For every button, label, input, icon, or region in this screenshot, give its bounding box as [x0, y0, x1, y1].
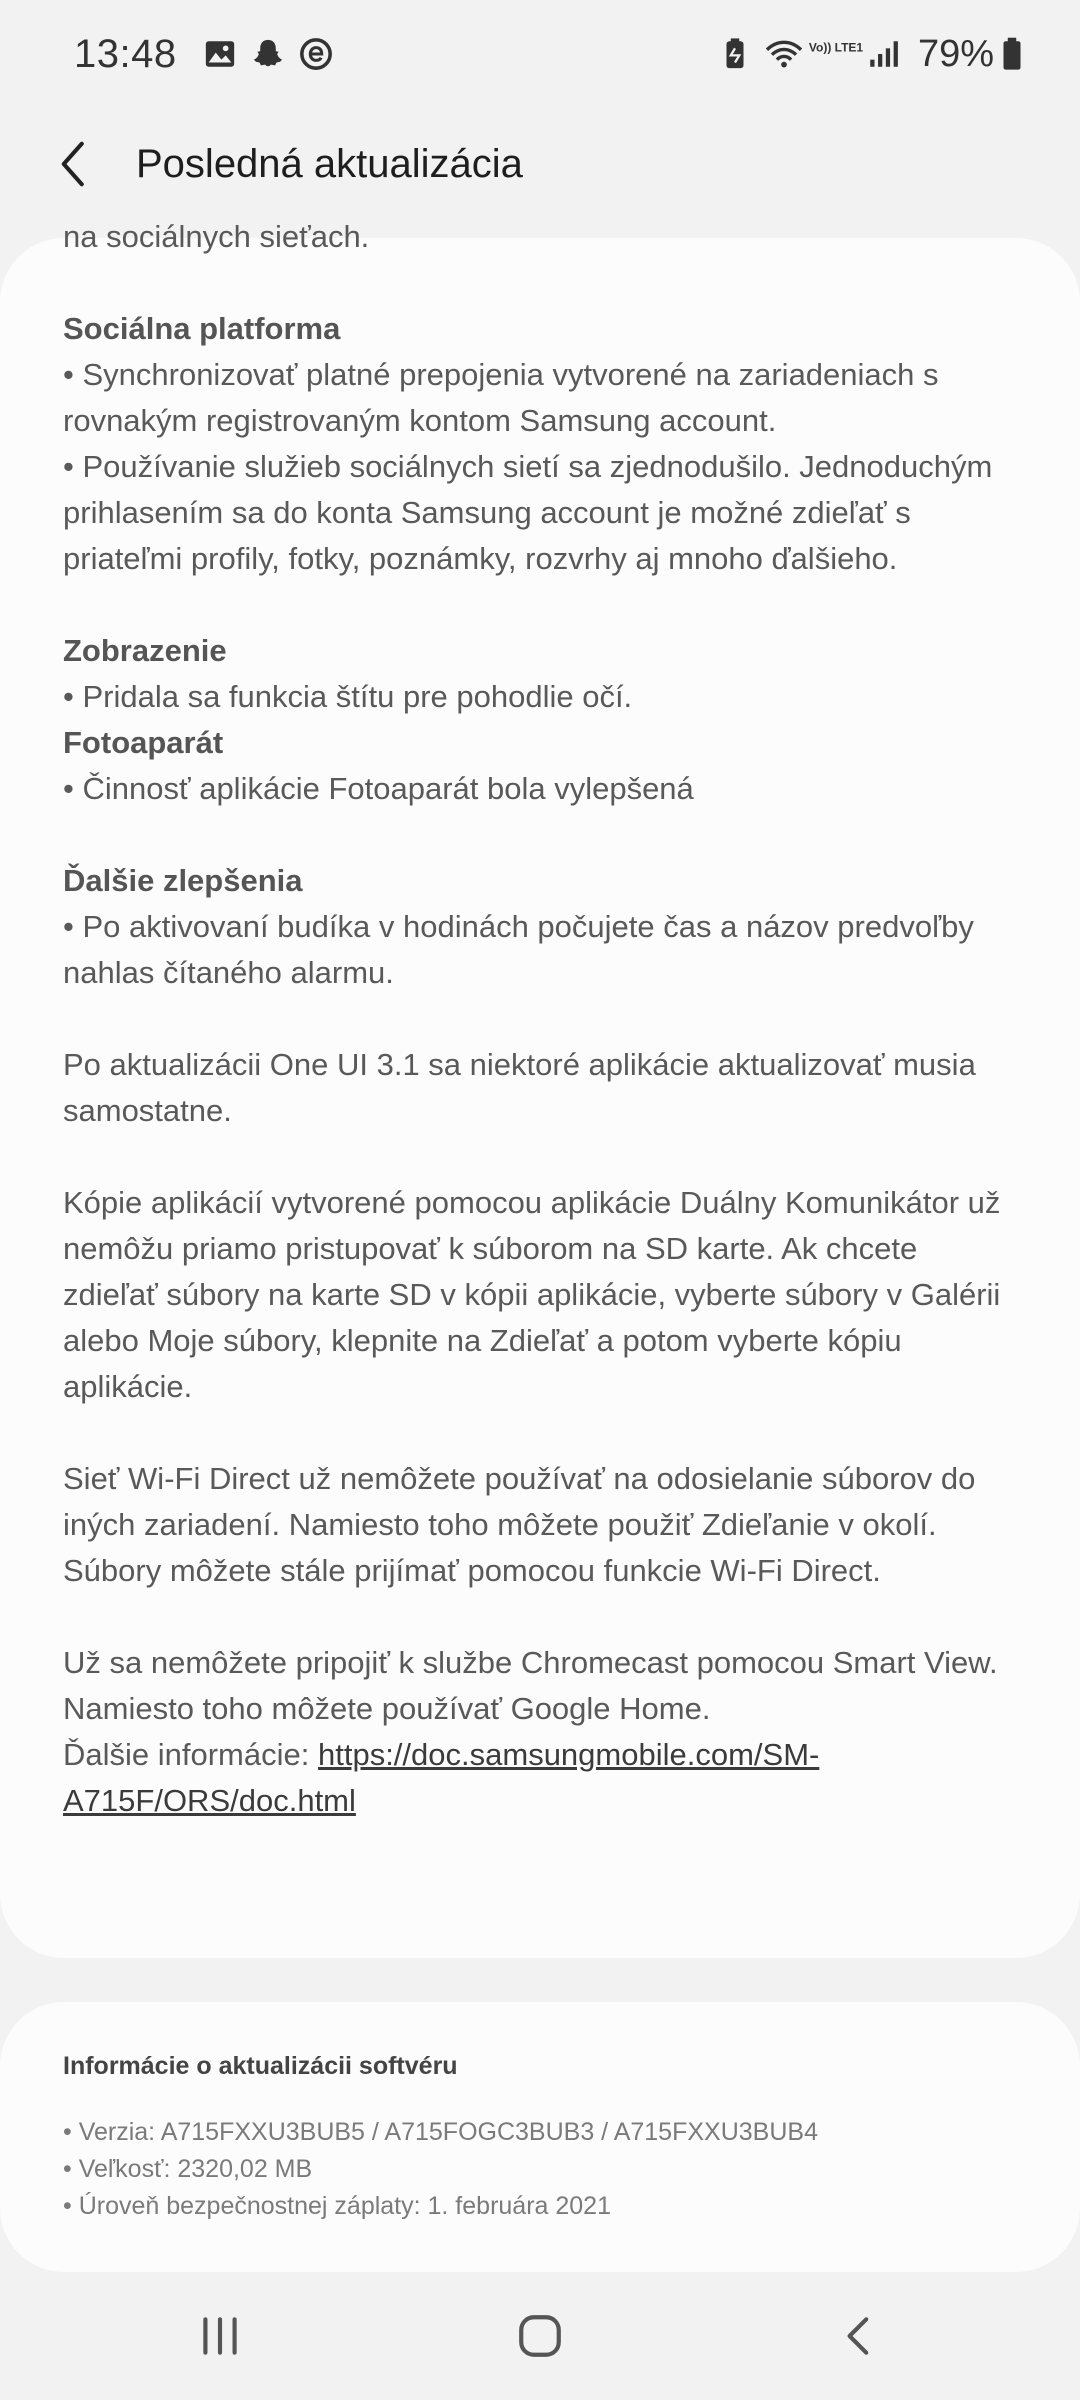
battery-percent: 79%	[917, 32, 994, 75]
nav-back-button[interactable]	[815, 2291, 905, 2381]
status-time: 13:48	[74, 31, 177, 76]
section-heading-social: Sociálna platforma	[63, 311, 341, 346]
info-security-patch: • Úroveň bezpečnostnej záplaty: 1. februára 2021	[63, 2192, 611, 2220]
software-info-list	[63, 2114, 818, 2225]
more-info-line	[63, 1732, 1020, 1824]
app-bar	[0, 108, 1080, 220]
home-button[interactable]	[495, 2291, 585, 2381]
snapchat-icon	[251, 37, 285, 71]
paragraph-chromecast: Už sa nemôžete pripojiť k službe Chromecast pomocou Smart View. Namiesto toho môžete používať Google Home.	[63, 1645, 998, 1726]
paragraph-app-updates: Po aktualizácii One UI 3.1 sa niektoré aplikácie aktualizovať musia samostatne.	[63, 1047, 976, 1128]
recents-button[interactable]	[175, 2291, 265, 2381]
battery-icon	[1000, 37, 1024, 71]
paragraph-dual-messenger: Kópie aplikácií vytvorené pomocou aplikácie Duálny Komunikátor už nemôžu priamo pristupovať k súborom na SD karte. Ak chcete zdieľať súbory na karte SD v kópii aplikácie, vyberte súbory v Galérii alebo Moje súbory, klepnite na Zdieľať a potom vyberte kópiu aplikácie.	[63, 1185, 1001, 1404]
social-item-1: • Synchronizovať platné prepojenia vytvorené na zariadeniach s rovnakým registrovaným kontom Samsung account.	[63, 357, 939, 438]
software-info-title: Informácie o aktualizácii softvéru	[63, 2052, 458, 2080]
status-right	[718, 33, 1034, 76]
page-title: Posledná aktualizácia	[136, 141, 523, 186]
more-info-label: Ďalšie informácie:	[63, 1737, 318, 1772]
chevron-left-icon	[48, 137, 102, 191]
battery-saver-icon	[718, 37, 752, 71]
release-notes-card[interactable]	[0, 219, 1080, 1958]
volte-icon	[808, 37, 864, 71]
camera-item-1: • Činnosť aplikácie Fotoaparát bola vylepšená	[63, 771, 694, 806]
wifi-icon	[762, 37, 806, 71]
paragraph-wifi-direct: Sieť Wi-Fi Direct už nemôžete používať na odosielanie súborov do iných zariadení. Namiesto toho môžete použiť Zdieľanie v okolí. Súbory môžete stále prijímať pomocou funkcie Wi-Fi Direct.	[63, 1461, 976, 1588]
info-size: • Veľkosť: 2320,02 MB	[63, 2155, 313, 2183]
section-heading-display: Zobrazenie	[63, 633, 227, 668]
intro-tail: na sociálnych sieťach.	[63, 219, 370, 254]
software-info-card	[0, 2002, 1080, 2272]
back-icon	[835, 2311, 885, 2361]
more-info-link[interactable]: https://doc.samsungmobile.com/SM-A715F/ORS/doc.html	[63, 1737, 820, 1818]
gallery-icon	[203, 37, 237, 71]
status-left	[74, 32, 347, 77]
e-icon	[299, 37, 333, 71]
section-heading-more: Ďalšie zlepšenia	[63, 863, 303, 898]
status-bar	[0, 0, 1080, 108]
back-button[interactable]	[30, 119, 120, 209]
section-heading-camera: Fotoaparát	[63, 725, 224, 760]
home-icon	[515, 2311, 565, 2361]
volte-label-top: Vo)) LTE1	[808, 40, 864, 55]
release-notes-content	[63, 214, 1020, 1824]
display-item-1: • Pridala sa funkcia štítu pre pohodlie očí.	[63, 679, 633, 714]
recents-icon	[195, 2311, 245, 2361]
navigation-bar	[0, 2272, 1080, 2400]
signal-icon	[866, 37, 900, 71]
info-version: • Verzia: A715FXXU3BUB5 / A715FOGC3BUB3 / A715FXXU3BUB4	[63, 2118, 818, 2146]
more-item-1: • Po aktivovaní budíka v hodinách počujete čas a názov predvoľby nahlas čítaného alarmu.	[63, 909, 974, 990]
social-item-2: • Používanie služieb sociálnych sietí sa zjednodušilo. Jednoduchým prihlasením sa do konta Samsung account je možné zdieľať s priateľmi profily, fotky, poznámky, rozvrhy aj mnoho ďalšieho.	[63, 449, 993, 576]
